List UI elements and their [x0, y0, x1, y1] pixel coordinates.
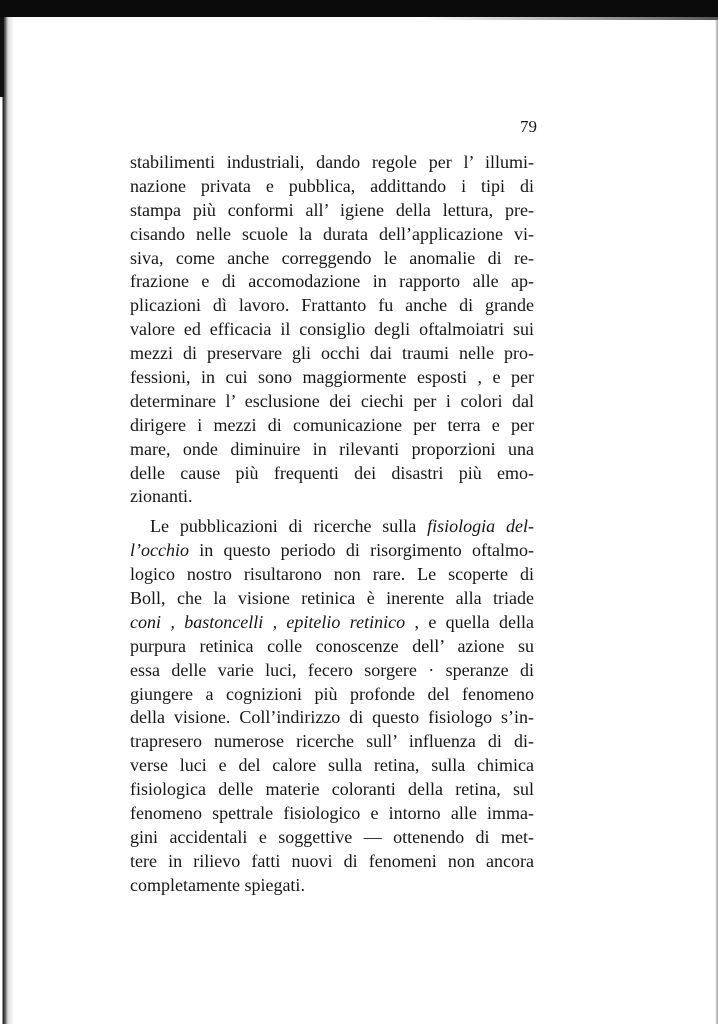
text-segment: tere in rilievo fatti nuovi di fenomeni non ancora [130, 850, 534, 871]
text-line [130, 515, 534, 539]
text-segment: valore ed efficacia il consiglio degli oftalmoiatri sui [130, 319, 534, 340]
text-line [130, 199, 534, 223]
text-segment: cisando nelle scuole la durata dell’applicazione vi- [130, 223, 534, 244]
scan-left-edge [0, 17, 16, 1024]
text-segment: verse luci e del calore sulla retina, sulla chimica [130, 755, 534, 776]
text-line [130, 175, 534, 199]
page-number: 79 [520, 117, 537, 136]
text-segment: trapresero numerose ricerche sull’ influenza di di- [130, 731, 534, 752]
text-line [130, 587, 534, 611]
body-text [130, 151, 534, 904]
text-line [130, 778, 534, 802]
text-line [130, 270, 534, 294]
text-segment: Boll, che la visione retinica è inerente alla triade [130, 588, 534, 609]
text-segment: gini accidentali e soggettive — ottenendo di met- [130, 826, 534, 847]
text-line [130, 390, 534, 414]
text-segment: , e quella della [405, 611, 534, 632]
text-line [130, 635, 534, 659]
text-segment: giungere a cognizioni più profonde del fenomeno [130, 683, 534, 704]
paragraph [130, 515, 534, 897]
text-line [130, 706, 534, 730]
text-line [130, 414, 534, 438]
text-line [130, 438, 534, 462]
text-line [130, 826, 534, 850]
text-segment: logico nostro risultarono non rare. Le scoperte di [130, 564, 534, 585]
paragraph [130, 151, 534, 509]
text-segment: nazione privata e pubblica, addittando i tipi di [130, 175, 534, 196]
text-line [130, 485, 534, 509]
text-segment: dirigere i mezzi di comunicazione per terra e per [130, 414, 534, 435]
text-line [130, 462, 534, 486]
text-line [130, 366, 534, 390]
text-line [130, 539, 534, 563]
text-line [130, 850, 534, 874]
text-segment: delle cause più frequenti dei disastri più emo- [130, 462, 534, 483]
text-segment: stabilimenti industriali, dando regole per l’ illumi- [130, 152, 534, 172]
italic-text: coni , bastoncelli , epitelio retinico [130, 611, 406, 632]
text-segment: frazione e di accomodazione in rapporto alle ap- [130, 271, 534, 292]
scan-left-mark [0, 17, 4, 97]
text-segment: fenomeno spettrale fisiologico e intorno alle imma- [130, 803, 534, 824]
text-segment: purpura retinica colle conoscenze dell’ azione su [130, 635, 534, 656]
text-segment: plicazioni dì lavoro. Frattanto fu anche di grande [130, 295, 534, 316]
text-segment: mezzi di preservare gli occhi dai traumi nelle pro- [130, 343, 534, 364]
text-segment: mare, onde diminuire in rilevanti proporzioni una [130, 438, 534, 459]
text-line [130, 683, 534, 707]
text-line [130, 802, 534, 826]
italic-text: fisiologia del- [427, 516, 534, 537]
text-line [130, 247, 534, 271]
text-line [130, 342, 534, 366]
text-segment: Le pubblicazioni di ricerche sulla [150, 516, 428, 537]
text-segment: siva, come anche correggendo le anomalie di re- [130, 247, 534, 268]
text-line [130, 294, 534, 318]
text-line [130, 223, 534, 247]
text-line [130, 563, 534, 587]
text-line [130, 318, 534, 342]
text-segment: fisiologica delle materie coloranti della retina, sul [130, 779, 534, 800]
scan-top-shadow [420, 17, 718, 20]
text-line [130, 611, 534, 635]
text-segment: essa delle varie luci, fecero sorgere · speranze di [130, 659, 534, 680]
text-segment: completamente spiegati. [130, 874, 305, 895]
text-segment: determinare l’ esclusione dei ciechi per i colori dal [130, 390, 534, 411]
italic-text: l’occhio [130, 540, 189, 561]
text-line [130, 754, 534, 778]
text-line [130, 874, 534, 898]
text-segment: della visione. Coll’indirizzo di questo fisiologo s’in- [130, 707, 534, 728]
text-segment: zionanti. [130, 486, 193, 507]
scan-top-border [0, 0, 718, 17]
text-segment: in questo periodo di risorgimento oftalmo- [188, 540, 534, 561]
text-line [130, 151, 534, 175]
text-segment: stampa più conformi all’ igiene della lettura, pre- [130, 199, 534, 220]
text-segment: fessioni, in cui sono maggiormente esposti , e per [130, 367, 534, 388]
text-line [130, 659, 534, 683]
text-line [130, 730, 534, 754]
